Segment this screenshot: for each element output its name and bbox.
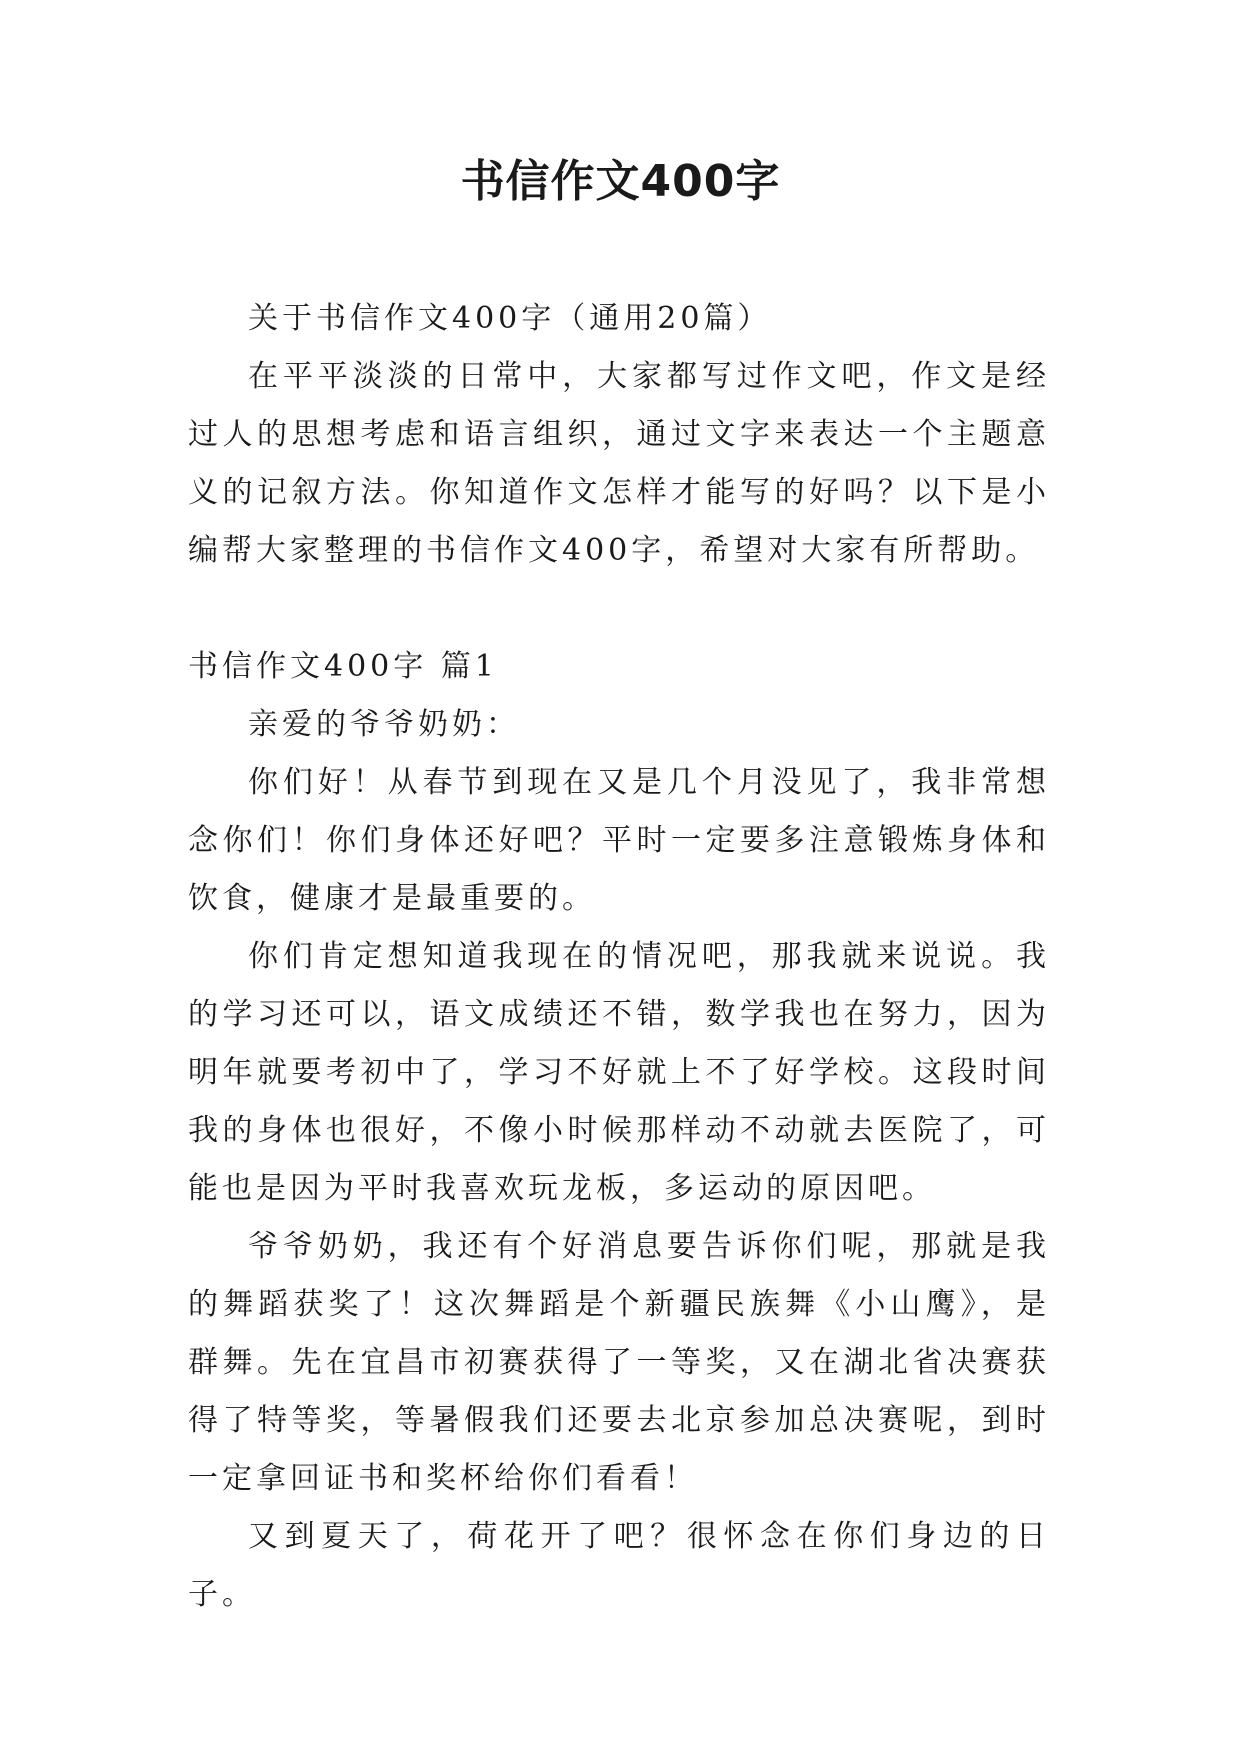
letter-paragraph: 又到夏天了，荷花开了吧？很怀念在你们身边的日子。: [188, 1519, 1050, 1612]
section-spacer: [188, 580, 1050, 638]
intro-heading: 关于书信作文400字（通用20篇）: [248, 301, 772, 336]
letter-paragraph: 爷爷奶奶，我还有个好消息要告诉你们呢，那就是我的舞蹈获奖了！这次舞蹈是个新疆民族舞《小山鹰》，是群舞。先在宜昌市初赛获得了一等奖，又在湖北省决赛获得了特等奖，等暑假我们还要去北京参加总决赛呢，到时一定拿回证书和奖杯给你们看看！: [188, 1229, 1050, 1496]
letter-greeting: 亲爱的爷爷奶奶：: [248, 707, 520, 742]
document-title: 书信作文400字: [460, 156, 781, 207]
intro-paragraph: 在平平淡淡的日常中，大家都写过作文吧，作文是经过人的思想考虑和语言组织，通过文字来表达一个主题意义的记叙方法。你知道作文怎样才能写的好吗？以下是小编帮大家整理的书信作文400字，希望对大家有所帮助。: [188, 359, 1050, 568]
document-body: [188, 290, 1050, 1624]
section-heading: 书信作文400字 篇1: [188, 649, 498, 684]
letter-paragraph: 你们肯定想知道我现在的情况吧，那我就来说说。我的学习还可以，语文成绩还不错，数学我也在努力，因为明年就要考初中了，学习不好就上不了好学校。这段时间我的身体也很好，不像小时候那样动不动就去医院了，可能也是因为平时我喜欢玩龙板，多运动的原因吧。: [188, 939, 1050, 1206]
letter-paragraph: 你们好！从春节到现在又是几个月没见了，我非常想念你们！你们身体还好吧？平时一定要多注意锻炼身体和饮食，健康才是最重要的。: [188, 765, 1050, 916]
